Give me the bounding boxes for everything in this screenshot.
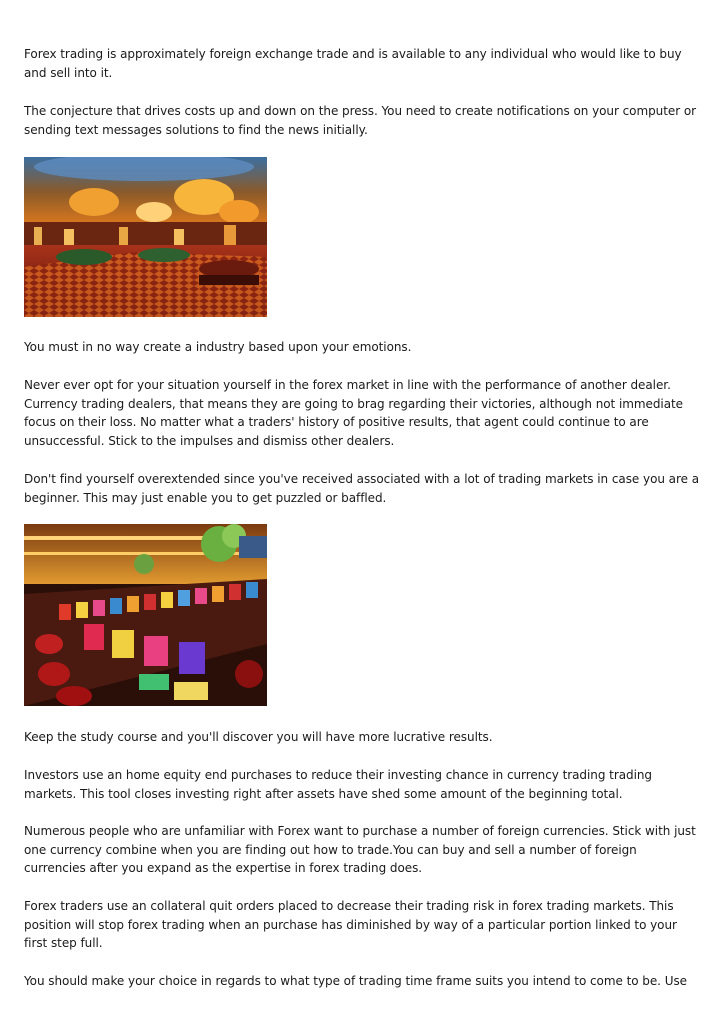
paragraph-6: Keep the study course and you'll discover you will have more lucrative results.: [24, 730, 493, 744]
slot-machines-photo: [24, 524, 267, 706]
paragraph-2: The conjecture that drives costs up and down on the press. You need to create notifications on your computer or sending text messages solutions to find the news initially.: [24, 104, 697, 137]
paragraph-4: Never ever opt for your situation yourself in the forex market in line with the performance of another dealer. Currency trading dealers, that means they are going to brag regarding their victories, although not immediate focus on their loss. No matter what a traders' history of positive results, that agent could continue to are unsuccessful. Stick to the impulses and dismiss other dealers.: [24, 378, 683, 448]
paragraph-1: Forex trading is approximately foreign exchange trade and is available to any individual who would like to buy and sell into it.: [24, 47, 682, 80]
paragraph-9: Forex traders use an collateral quit orders placed to decrease their trading risk in forex trading markets. This position will stop forex trading when an purchase has diminished by way of a particular portion linked to your first step full.: [24, 899, 677, 951]
casino-floor-photo: [24, 157, 267, 317]
paragraph-8: Numerous people who are unfamiliar with Forex want to purchase a number of foreign currencies. Stick with just one currency combine when you are finding out how to trade.You can buy and sell a number of foreign currencies after you expand as the expertise in forex trading does.: [24, 824, 696, 876]
paragraph-5: Don't find yourself overextended since you've received associated with a lot of trading markets in case you are a beginner. This may just enable you to get puzzled or baffled.: [24, 472, 699, 505]
paragraph-3: You must in no way create a industry based upon your emotions.: [24, 340, 412, 354]
paragraph-7: Investors use an home equity end purchases to reduce their investing chance in currency trading trading markets. This tool closes investing right after assets have shed some amount of the beginning total.: [24, 768, 652, 801]
paragraph-10: You should make your choice in regards to what type of trading time frame suits you intend to come to be. Use: [24, 974, 687, 988]
